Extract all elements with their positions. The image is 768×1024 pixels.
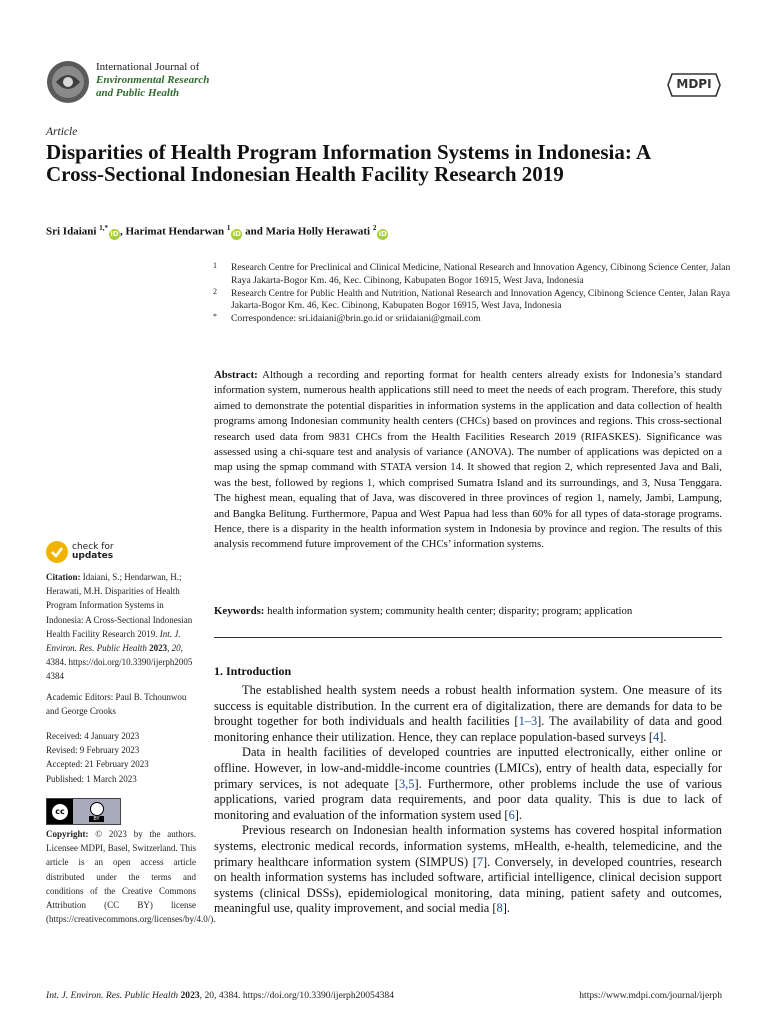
keywords-text: health information system; community health center; disparity; program; application (267, 605, 633, 617)
footer-citation (46, 990, 394, 1001)
dates-block (46, 729, 196, 786)
citation-link[interactable]: 1–3 (518, 714, 538, 729)
citation-link[interactable]: 7 (476, 854, 484, 869)
mdpi-logo (666, 72, 722, 98)
mdpi-logo-text: MDPI (676, 77, 712, 91)
article-title: Disparities of Health Program Information Systems in Indonesia: A Cross-Sectional Indonesian Health Facility Research 2019 (46, 140, 650, 186)
page-footer (46, 990, 722, 1001)
author-affiliation-marker: 1,* (99, 224, 108, 232)
academic-editors: Academic Editors: Paul B. Tchounwou and George Crooks (46, 692, 187, 717)
paragraph (214, 683, 722, 745)
abstract-text: Although a recording and reporting format for health centers already exists for Indonesia’s standard information system, numerous health applications still need to meet the needs of each program. Therefore, this study aimed to demonstrate the potential disparities in information systems in the application and data collection of health programs among Indonesian community health centers (CHCs) based on provinces and regions. This cross-sectional research used data from 9831 CHCs from the Health Facilities Research 2019 (RIFASKES). Significance was assessed using a chi-square test and analysis of variance (ANOVA). The number of applications was depicted on a map using the spmap command with STATA version 14. It showed that region 2, which represented Java and Bali, was the best, followed by regions 1, which comprised Sumatra Island and its surroundings, and 3, Nusa Tenggara. The highest mean, equaling that of Java, was discovered in three provinces of region 1, namely, Jambi, Lampung, and Bangka Belitung. Furthermore, Papua and West Papua had less than 60% for all types of data-storage programs. Hence, there is a disparity in the health information system in Indonesia by province and region. The results of this analysis recommend future improvement of the CHCs’ information systems. (214, 369, 723, 551)
date-revised: Revised: 9 February 2023 (46, 745, 140, 756)
author-name[interactable]: Sri Idaiani (46, 225, 97, 238)
affiliation-number: 2 (213, 286, 217, 296)
check-for-updates-button[interactable] (46, 541, 114, 563)
cc-by-license-badge[interactable] (46, 798, 121, 825)
affiliation-item (213, 313, 733, 326)
citation-link[interactable]: 8 (496, 901, 503, 916)
affiliation-item (213, 288, 733, 314)
keywords-label: Keywords: (214, 605, 265, 617)
cc-icon (47, 799, 73, 824)
footer-doi[interactable]: , 20, 4384. https://doi.org/10.3390/ijerph20054384 (199, 990, 395, 1001)
journal-line-1: International Journal of (96, 61, 200, 73)
copyright-label: Copyright: (46, 829, 89, 839)
citation-year: 2023 (149, 643, 168, 654)
author-name[interactable]: Maria Holly Herawati (265, 225, 371, 238)
journal-logo (46, 60, 90, 104)
date-received: Received: 4 January 2023 (46, 731, 140, 741)
date-published: Published: 1 March 2023 (46, 773, 137, 784)
divider (214, 637, 722, 638)
correspondence-text[interactable]: Correspondence: sri.idaiani@brin.go.id or sriidaiani@gmail.com (231, 313, 481, 325)
paragraph-text: ]. The availability of data and good monitoring enhance their utilization. Hence, they can replace population-based surveys [ (214, 714, 722, 744)
orcid-icon[interactable]: iD (378, 229, 387, 238)
paragraph-text: ]. (514, 807, 522, 822)
check-updates-line1: check for (72, 542, 114, 552)
date-accepted: Accepted: 21 February 2023 (46, 759, 149, 770)
check-updates-line2: updates (72, 551, 114, 561)
paragraph-text: ]. (659, 729, 667, 744)
orcid-icon[interactable]: iD (110, 229, 119, 238)
affiliation-number: 1 (213, 261, 217, 270)
article-type: Article (46, 126, 78, 138)
paragraph-text: ]. (502, 901, 510, 916)
footer-journal-url[interactable]: https://www.mdpi.com/journal/ijerph (579, 990, 722, 1001)
paragraph (214, 823, 722, 917)
affiliations (213, 262, 733, 326)
abstract (214, 368, 722, 553)
author-list (46, 224, 388, 240)
intro-body (214, 683, 722, 917)
paragraph-text: The established health system needs a robust health information system. One measure of its success is equitable distribution. In the current era of digitalization, there are demands for data to be brought together for both individuals and health facilities [ (214, 683, 722, 729)
copyright-block (46, 827, 216, 926)
copyright-text: © 2023 by the authors. Licensee MDPI, Basel, Switzerland. This article is an open access article distributed under the terms and conditions of the Creative Commons Attribution (CC BY) license (https://creativecommons.org/licenses/by/4.0/). (46, 829, 216, 925)
by-label: BY (89, 816, 103, 822)
section-heading: 1. Introduction (214, 664, 292, 678)
journal-line-2: Environmental Research (96, 74, 210, 86)
affiliation-number: * (213, 312, 217, 322)
affiliation-text: Research Centre for Public Health and Nutrition, National Research and Innovation Agency, Cibinong Science Center, Jalan Raya Jakarta-Bogor Km. 46, Kec. Cibinong, Kabupaten Bogor 16915, West Java, Indonesia (231, 287, 731, 312)
citation-link[interactable]: 4 (653, 729, 660, 744)
paragraph-text: ]. Conversely, in developed countries, research on health information systems has included software, artificial intelligence, clinical decision support systems (clinical DSSs), epidemiological monitoring, data mining, patient safety and outcomes, meaningful use, quality improvement, and social media [ (214, 854, 722, 916)
cc-icon-text: cc (52, 804, 68, 820)
author-name[interactable]: Harimat Hendarwan (125, 225, 225, 238)
citation-doi-link[interactable]: https://doi.org/10.3390/ijerph20054384 (46, 657, 193, 682)
author-affiliation-marker: 1 (226, 224, 231, 232)
citation-pages: 4384. (46, 657, 67, 668)
paragraph (214, 745, 722, 823)
citation-journal: Int. J. Environ. Res. Public Health (46, 628, 181, 654)
person-icon (90, 802, 104, 816)
journal-name (96, 61, 209, 100)
paragraph-text: Previous research on Indonesian health information systems has covered hospital information systems, electronic medical records, information systems, mHealth, e-health, telemedicine, and the primary healthcare information system (SIMPUS) [ (214, 823, 722, 869)
citation-label: Citation: (46, 572, 81, 582)
paragraph-text: Data in health facilities of developed countries are inputted electronically, either online or offline. However, in low-and-middle-income countries (LMICs), entry of health data, especially for primary services, is not adequate [ (214, 745, 722, 791)
affiliation-item (213, 262, 733, 288)
paragraph-text: ]. Furthermore, other problems include the use of various applications, varied program data requirements, and poor data quality. This is due to lack of monitoring and evaluation of the information system used [ (214, 776, 722, 822)
by-icon (73, 802, 120, 822)
orcid-icon[interactable]: iD (232, 229, 241, 238)
abstract-label: Abstract: (214, 369, 258, 381)
footer-journal: Int. J. Environ. Res. Public Health (46, 990, 179, 1001)
keywords (214, 604, 722, 618)
author-separator: , (119, 225, 123, 238)
author-conjunction: and (245, 225, 263, 238)
citation-volume: 20 (171, 643, 181, 654)
citation-text: Idaiani, S.; Hendarwan, H.; Herawati, M.H. Disparities of Health Program Information Systems in Indonesia: A Cross-Sectional Indonesian Health Facility Research 2019. (46, 572, 193, 639)
check-updates-icon (46, 541, 68, 563)
journal-line-3: and Public Health (96, 87, 180, 99)
citation-block: Citation: Idaiani, S.; Hendarwan, H.; Herawati, M.H. Disparities of Health Program Information Systems in Indonesia: A Cross-Sectional Indonesian Health Facility Research 2019. Int. J. Environ. Res. Public Health 2023, 20, 4384. https://doi.org/10.3390/ijerph20054384 (46, 572, 193, 682)
citation-link[interactable]: 3,5 (398, 776, 415, 791)
citation-link[interactable]: 6 (508, 807, 515, 822)
author-affiliation-marker: 2 (372, 224, 377, 232)
affiliation-text: Research Centre for Preclinical and Clinical Medicine, National Research and Innovation Agency, Cibinong Science Center, Jalan Raya Jakarta-Bogor Km. 46, Kec. Cibinong, Kabupaten Bogor 16915, West Java, Indonesia (231, 262, 731, 286)
footer-year: 2023 (180, 990, 200, 1001)
